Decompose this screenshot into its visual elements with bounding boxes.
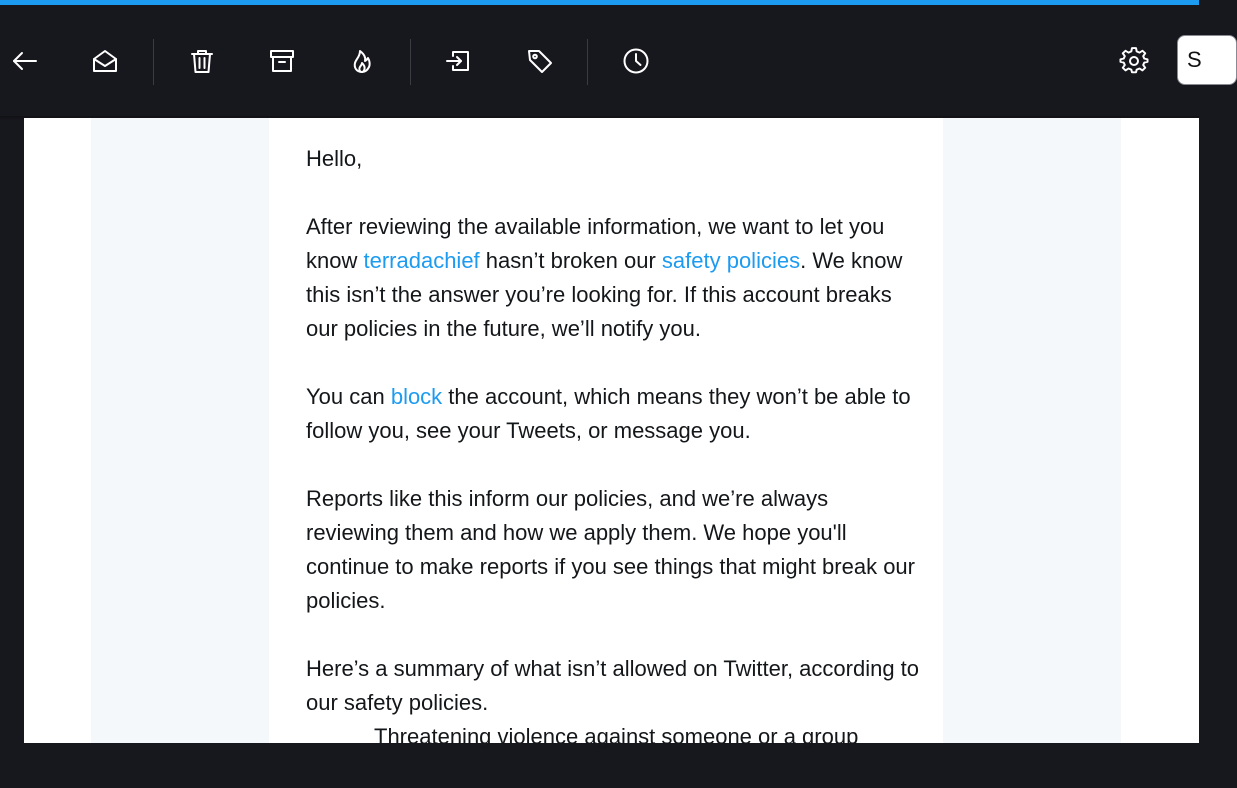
email-paragraph: Here’s a summary of what isn’t allowed on Twitter, according to our safety policies.: [306, 656, 920, 715]
email-view[interactable]: [24, 118, 1199, 749]
email-text: After reviewing the available information, we want to let you know: [306, 214, 885, 273]
settings-button[interactable]: [1114, 41, 1154, 81]
archive-button[interactable]: [262, 41, 302, 81]
email-text: You can: [306, 384, 391, 409]
username-link[interactable]: terradachief: [363, 248, 480, 273]
email-text: . We know this isn’t the answer you’re looking for. If this account breaks our policies in the future, we’ll notify you.: [306, 248, 903, 341]
flame-icon: [348, 47, 376, 75]
policy-bullet-item: Threatening violence against someone or a group: [374, 724, 859, 749]
tag-icon: [526, 47, 554, 75]
email-greeting: Hello,: [306, 146, 363, 171]
search-input[interactable]: S: [1177, 35, 1237, 85]
email-toolbar: [0, 5, 1202, 116]
safety-policies-link[interactable]: safety policies: [661, 248, 801, 273]
trash-icon: [188, 47, 216, 75]
email-body: [306, 142, 926, 788]
email-text: the account, which means they won’t be able to follow you, see your Tweets, or message you.: [306, 384, 911, 443]
email-paragraph: Reports like this inform our policies, and we’re always reviewing them and how we apply them. We hope you'll continue to make reports if you see things that might break our policies.: [306, 486, 915, 613]
arrow-left-icon: [11, 47, 39, 75]
email-paragraph: [306, 380, 926, 448]
email-paragraph: [306, 210, 926, 346]
email-card: [269, 118, 943, 749]
archive-icon: [268, 47, 296, 75]
toolbar-divider: [587, 39, 588, 85]
mark-unread-button[interactable]: [85, 41, 125, 81]
move-to-folder-icon: [444, 47, 472, 75]
snooze-button[interactable]: [616, 41, 656, 81]
toolbar-divider: [410, 39, 411, 85]
envelope-open-icon: [91, 47, 119, 75]
gear-icon: [1120, 47, 1148, 75]
toolbar-divider: [153, 39, 154, 85]
block-link[interactable]: block: [390, 384, 443, 409]
flame-button[interactable]: [342, 41, 382, 81]
back-button[interactable]: [5, 41, 45, 81]
email-text: hasn’t broken our: [479, 248, 662, 273]
move-to-button[interactable]: [438, 41, 478, 81]
delete-button[interactable]: [182, 41, 222, 81]
clock-icon: [622, 47, 650, 75]
label-button[interactable]: [520, 41, 560, 81]
